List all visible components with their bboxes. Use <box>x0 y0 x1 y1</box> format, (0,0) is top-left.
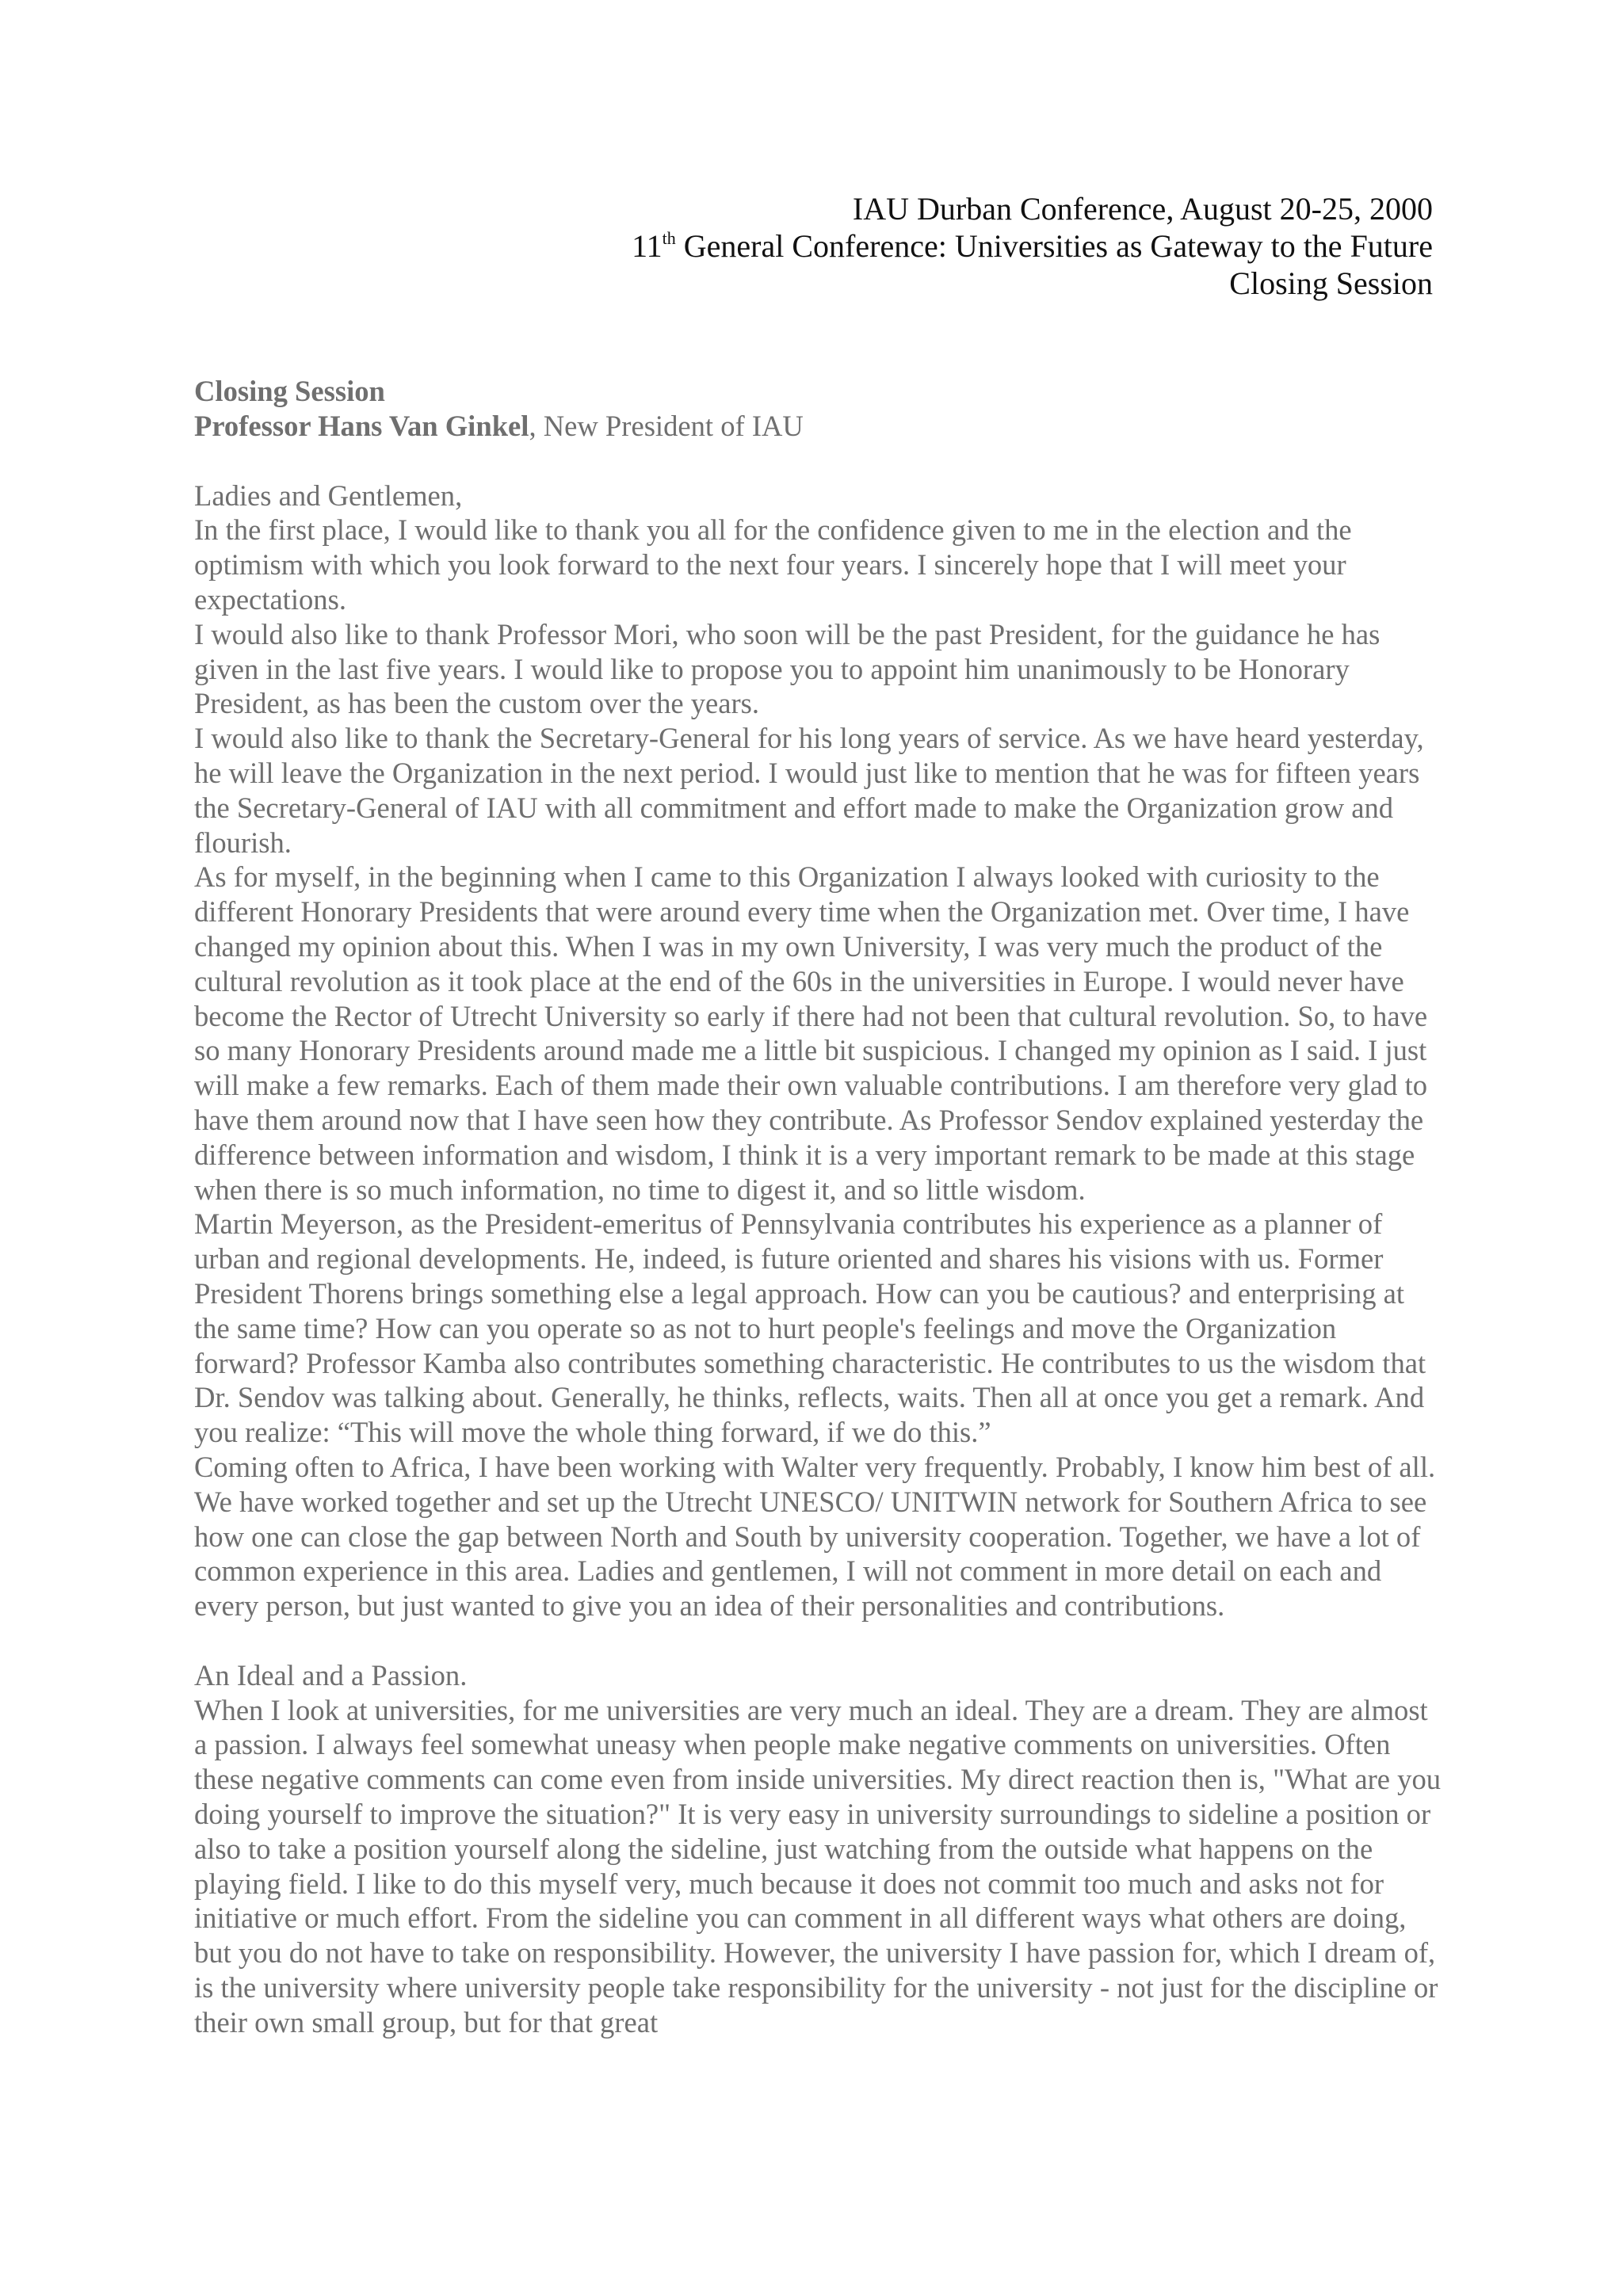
paragraph: As for myself, in the beginning when I came to this Organization I always looked with curiosity to the different Honorary Presidents that were around every time when the Organization met. Over time, I have changed my opinion about this. When I was in my own University, I was very much the product of the cultural revolution as it took place at the end of the 60s in the universities in Europe. I would never have become the Rector of Utrecht University so early if there had not been that cultural revolution. So, to have so many Honorary Presidents around made me a little bit suspicious. I changed my opinion as I said. I just will make a few remarks. Each of them made their own valuable contributions. I am therefore very glad to have them around now that I have seen how they contribute. As Professor Sendov explained yesterday the difference between information and wisdom, I think it is a very important remark to be made at this stage when there is so much information, no time to digest it, and so little wisdom. <box>194 860 1428 1206</box>
document-header <box>632 190 1433 302</box>
session-heading: Closing Session <box>194 375 385 407</box>
document-body <box>194 374 1442 2040</box>
speaker-name: Professor Hans Van Ginkel <box>194 409 529 442</box>
paragraph: Coming often to Africa, I have been working with Walter very frequently. Probably, I know him best of all. We have worked together and set up the Utrecht UNESCO/ UNITWIN network for Southern Africa to see how one can close the gap between North and South by university cooperation. Together, we have a lot of common experience in this area. Ladies and gentlemen, I will not comment in more detail on each and every person, but just wanted to give you an idea of their personalities and contributions. <box>194 1450 1436 1623</box>
paragraph: In the first place, I would like to thank you all for the confidence given to me in the election and the optimism with which you look forward to the next four years. I sincerely hope that I will meet your expectations. <box>194 513 1352 616</box>
conference-theme: General Conference: Universities as Gateway to the Future <box>675 228 1433 264</box>
paragraph: I would also like to thank the Secretary-General for his long years of service. As we have heard yesterday, he will leave the Organization in the next period. I would just like to mention that he was for fifteen years the Secretary-General of IAU with all commitment and effort made to make the Organization grow and flourish. <box>194 722 1424 859</box>
ordinal-suffix: th <box>662 228 676 248</box>
section-heading: An Ideal and a Passion. <box>194 1658 468 1691</box>
speaker-role: , New President of IAU <box>529 409 804 442</box>
speaker-line <box>194 409 1442 444</box>
greeting: Ladies and Gentlemen, <box>194 479 463 512</box>
spacer <box>194 444 1442 479</box>
paragraph: When I look at universities, for me universities are very much an ideal. They are a dream. They are almost a passion. I always feel somewhat uneasy when people make negative comments on universities. Often these negative comments can come even from inside universities. My direct reaction then is, "What are you doing yourself to improve the situation?" It is very easy in university surroundings to sideline a position or also to take a position yourself along the sideline, just watching from the outside what happens on the playing field. I like to do this myself very, much because it does not commit too much and asks not for initiative or much effort. From the sideline you can comment in all different ways what others are doing, but you do not have to take on responsibility. However, the university I have passion for, which I dream of, is the university where university people take responsibility for the university - not just for the discipline or their own small group, but for that great <box>194 1693 1442 2039</box>
spacer <box>194 1623 1442 1658</box>
conference-subtitle-line <box>632 227 1433 265</box>
paragraph: I would also like to thank Professor Mori, who soon will be the past President, for the guidance he has given in the last five years. I would like to propose you to appoint him unanimously to be Honorary President, as has been the custom over the years. <box>194 617 1381 720</box>
paragraph: Martin Meyerson, as the President-emeritus of Pennsylvania contributes his experience as a planner of urban and regional developments. He, indeed, is future oriented and shares his visions with us. Former President Thorens brings something else a legal approach. How can you be cautious? and enterprising at the same time? How can you operate so as not to hurt people's feelings and move the Organization forward? Professor Kamba also contributes something characteristic. He contributes to us the wisdom that Dr. Sendov was talking about. Generally, he thinks, reflects, waits. Then all at once you get a remark. And you realize: “This will move the whole thing forward, if we do this.” <box>194 1207 1426 1449</box>
conference-title-line: IAU Durban Conference, August 20-25, 2000 <box>852 191 1433 227</box>
conference-number: 11 <box>632 228 663 264</box>
session-label-line: Closing Session <box>1229 265 1433 301</box>
